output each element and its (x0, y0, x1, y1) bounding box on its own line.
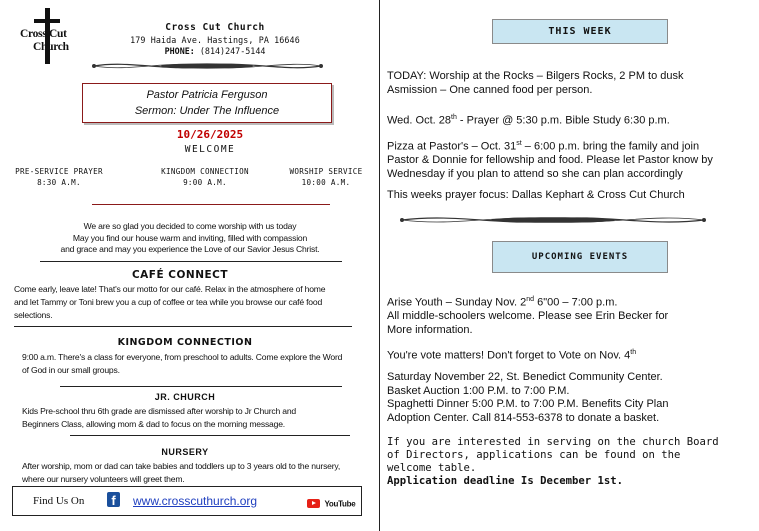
nursery-text: After worship, mom or dad can take babies and toddlers up to 3 years old to the nursery, where our nursery volunteers will greet them. (22, 461, 341, 484)
church-logo (20, 8, 80, 64)
cafe-title: CAFÉ CONNECT (131, 269, 229, 281)
service-date: 10/26/2025 (176, 128, 244, 141)
welcome-heading: WELCOME (184, 144, 236, 155)
welcome-divider (92, 204, 330, 205)
pastor-box (82, 83, 332, 123)
youtube-link[interactable] (307, 495, 355, 513)
social-footer (12, 486, 362, 516)
ornament-divider-right (398, 212, 708, 228)
upcoming-vote: You're vote matters! Don't forget to Vote on Nov. 4th (387, 349, 637, 362)
kingdom-text: 9:00 a.m. There's a class for everyone, from preschool to adults. Come explore the Word of God in our small groups. (22, 352, 343, 375)
church-name: Cross Cut Church (165, 22, 265, 33)
service-time-kingdom: KINGDOM CONNECTION 9:00 A.M. (161, 167, 249, 187)
this-week-prayer-focus: This weeks prayer focus: Dallas Kephart & Cross Cut Church (387, 189, 685, 201)
ornament-divider (90, 58, 325, 74)
cafe-text: Come early, leave late! That's our motto for our café. Relax in the atmosphere of home and let Tammy or Toni brew you a cup of coffee or tea while you browse our café food selections. (14, 284, 326, 320)
this-week-heading: THIS WEEK (492, 19, 668, 44)
jr-church-text: Kids Pre-school thru 6th grade are dismissed after worship to Jr Church and Beginners Class, allowing mom & dad to focus on the morning message. (22, 406, 296, 429)
welcome-message: We are so glad you decided to come worship with us today May you find our house warm and inviting, filled with compassion and grace and may you experience the Love of our Savior Jesus Christ. (60, 221, 320, 254)
find-us-label: Find Us On (33, 495, 85, 507)
service-time-worship: WORSHIP SERVICE 10:00 A.M. (289, 167, 363, 187)
upcoming-board-applications: If you are interested in serving on the church Board of Directors, applications can be found on the welcome table. Application deadline Is December 1st. (387, 436, 759, 488)
sermon-title: Sermon: Under The Influence (134, 105, 280, 117)
nursery-title: NURSERY (161, 447, 209, 457)
facebook-icon[interactable]: f (107, 492, 120, 507)
website-link[interactable]: www.crosscuthurch.org (133, 494, 258, 508)
jr-church-title: JR. CHURCH (154, 392, 216, 402)
this-week-today: TODAY: Worship at the Rocks – Bilgers Rocks, 2 PM to dusk Asmission – One canned food per person. (387, 70, 684, 96)
phone-value: (814)247-5144 (199, 46, 266, 56)
logo-line2: Church (33, 41, 69, 53)
this-week-wednesday: Wed. Oct. 28th - Prayer @ 5:30 p.m. Bible Study 6:30 p.m. (387, 114, 670, 127)
upcoming-arise-youth: Arise Youth – Sunday Nov. 2nd 6"00 – 7:00 p.m. All middle-schoolers welcome. Please see Erin Becker for More information. (387, 296, 669, 336)
youtube-label: YouTube (324, 499, 356, 509)
this-week-pizza: Pizza at Pastor's – Oct. 31st – 6:00 p.m. bring the family and join Pastor & Donnie for fellowship and food. Please let Pastor know by Wednesday if you plan to attend so she can plan accordingly (387, 140, 713, 180)
upcoming-basket-auction: Saturday November 22, St. Benedict Community Center. Basket Auction 1:00 P.M. to 7:00 P.M. Spaghetti Dinner 5:00 P.M. to 7:00 P.M. Benefits City Plan Adoption Center. Call 814-553-6378 to donate a basket. (387, 371, 669, 424)
phone-label: PHONE: (164, 46, 195, 56)
upcoming-events-heading: UPCOMING EVENTS (492, 241, 668, 273)
church-address: 179 Haida Ave. Hastings, PA 16646 (130, 35, 300, 45)
pastor-name: Pastor Patricia Ferguson (146, 89, 268, 101)
logo-line1: Cross Cut (20, 28, 67, 40)
application-deadline: Application deadline Is December 1st. (387, 475, 623, 487)
youtube-icon (307, 499, 320, 508)
kingdom-title: KINGDOM CONNECTION (117, 337, 253, 348)
service-time-prayer: PRE-SERVICE PRAYER 8:30 A.M. (15, 167, 103, 187)
page-divider (379, 0, 380, 531)
